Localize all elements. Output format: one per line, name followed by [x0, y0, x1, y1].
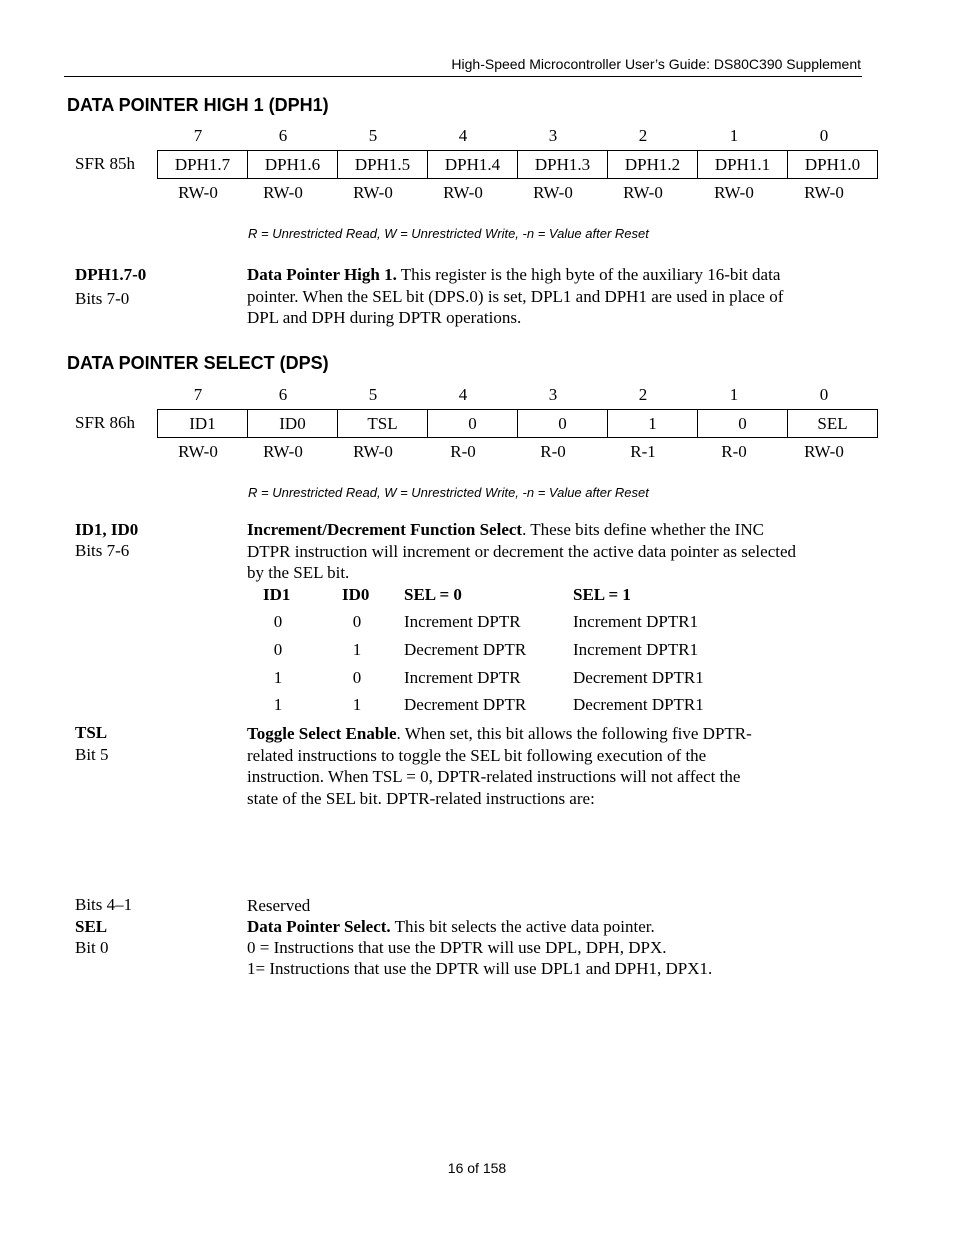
reset-value: RW-0 — [263, 442, 303, 461]
register-bit: DPH1.2 — [608, 151, 698, 179]
reset-value: RW-0 — [533, 183, 573, 202]
field-description — [247, 723, 752, 809]
register-bit: DPH1.3 — [518, 151, 608, 179]
reset-value: RW-0 — [443, 183, 483, 202]
reset-value: RW-0 — [804, 183, 844, 202]
bit-number: 4 — [458, 126, 468, 145]
register-bit: SEL — [788, 410, 878, 438]
desc-line: 0 = Instructions that use the DPTR will use DPL, DPH, DPX. — [247, 938, 667, 957]
table-cell: Increment DPTR1 — [573, 612, 699, 631]
field-name — [75, 917, 107, 937]
table-cell: 1 — [352, 640, 362, 659]
table-cell: Increment DPTR — [404, 612, 521, 631]
reset-value: RW-0 — [178, 442, 218, 461]
register-bit: DPH1.5 — [338, 151, 428, 179]
register-legend: R = Unrestricted Read, W = Unrestricted Write, -n = Value after Reset — [248, 226, 649, 241]
field-name — [75, 520, 138, 540]
register-bit: DPH1.7 — [158, 151, 248, 179]
desc-line: DPL and DPH during DPTR operations. — [247, 308, 522, 327]
page-number: 16 of 158 — [447, 1160, 507, 1176]
table-header: SEL = 1 — [573, 585, 631, 604]
desc-line: by the SEL bit. — [247, 563, 350, 582]
reset-value: RW-0 — [353, 442, 393, 461]
section-title-dps: DATA POINTER SELECT (DPS) — [67, 353, 329, 373]
reset-value: R-0 — [450, 442, 476, 461]
desc-line: related instructions to toggle the SEL bit following execution of the — [247, 745, 707, 765]
desc-line: DTPR instruction will increment or decrement the active data pointer as selected — [247, 541, 797, 561]
bit-number: 1 — [729, 126, 739, 145]
table-cell: 1 — [273, 695, 283, 714]
table-cell: Decrement DPTR1 — [573, 695, 704, 714]
bit-number: 3 — [548, 126, 558, 145]
field-name-text: DPH1.7-0 — [75, 265, 147, 284]
register-bit: TSL — [338, 410, 428, 438]
field-bits: Bits 7-6 — [75, 541, 130, 560]
table-header: ID1 — [263, 585, 291, 604]
table-header: ID0 — [342, 585, 370, 604]
field-bits: Bits 7-0 — [75, 289, 130, 308]
desc-line: This register is the high byte of the auxiliary 16-bit data — [396, 265, 781, 284]
register-bit: 0 — [698, 410, 788, 438]
reset-value: RW-0 — [263, 183, 303, 202]
desc-line: This bit selects the active data pointer. — [390, 917, 655, 936]
table-header: SEL = 0 — [404, 585, 462, 604]
bit-number: 1 — [729, 385, 739, 404]
bit-number: 0 — [819, 126, 829, 145]
bit-number: 7 — [193, 385, 203, 404]
bit-number: 6 — [278, 126, 288, 145]
register-bit: 0 — [428, 410, 518, 438]
register-bit: ID0 — [248, 410, 338, 438]
table-cell: 0 — [273, 640, 283, 659]
table-cell: 1 — [273, 668, 283, 687]
sfr-address: SFR 85h — [75, 154, 135, 173]
desc-line: . When set, this bit allows the following five DPTR- — [396, 724, 752, 743]
reset-value: RW-0 — [623, 183, 663, 202]
reset-value: RW-0 — [353, 183, 393, 202]
register-bit: 0 — [518, 410, 608, 438]
register-bit: DPH1.0 — [788, 151, 878, 179]
field-name-text: TSL — [75, 723, 108, 742]
reset-value: RW-0 — [714, 183, 754, 202]
register-legend: R = Unrestricted Read, W = Unrestricted Write, -n = Value after Reset — [248, 485, 649, 500]
table-cell: Decrement DPTR — [404, 640, 527, 659]
desc-line: 1= Instructions that use the DPTR will use DPL1 and DPH1, DPX1. — [247, 959, 713, 978]
table-cell: 0 — [352, 612, 362, 631]
table-cell: Increment DPTR — [404, 668, 521, 687]
running-header: High-Speed Microcontroller User’s Guide: DS80C390 Supplement — [451, 56, 861, 72]
table-cell: 1 — [352, 695, 362, 714]
bit-number: 2 — [638, 126, 648, 145]
field-heading: Toggle Select Enable — [247, 724, 397, 743]
desc-line: instruction. When TSL = 0, DPTR-related instructions will not affect the — [247, 767, 741, 786]
register-dph1 — [157, 150, 878, 179]
register-bit: DPH1.6 — [248, 151, 338, 179]
register-bit: ID1 — [158, 410, 248, 438]
field-heading: Increment/Decrement Function Select — [247, 520, 523, 539]
bit-number: 2 — [638, 385, 648, 404]
reset-value: RW-0 — [178, 183, 218, 202]
field-description — [247, 916, 712, 979]
register-bit: DPH1.4 — [428, 151, 518, 179]
table-cell: 0 — [273, 612, 283, 631]
register-bit: DPH1.1 — [698, 151, 788, 179]
reset-value: RW-0 — [804, 442, 844, 461]
field-name — [75, 265, 146, 285]
field-name-text: SEL — [75, 917, 108, 936]
register-dps — [157, 409, 878, 438]
bit-number: 0 — [819, 385, 829, 404]
field-description — [247, 519, 796, 584]
reset-value: R-0 — [721, 442, 747, 461]
table-cell: Decrement DPTR1 — [573, 668, 704, 687]
field-description — [247, 264, 783, 329]
table-cell: Decrement DPTR — [404, 695, 527, 714]
bit-number: 4 — [458, 385, 468, 404]
field-heading: Data Pointer Select. — [247, 917, 391, 936]
field-name — [75, 723, 107, 743]
register-bit: 1 — [608, 410, 698, 438]
reset-value: R-0 — [540, 442, 566, 461]
desc-line: . These bits define whether the INC — [522, 520, 764, 539]
bit-number: 3 — [548, 385, 558, 404]
desc-line: state of the SEL bit. DPTR-related instructions are: — [247, 788, 595, 808]
desc-line: pointer. When the SEL bit (DPS.0) is set, DPL1 and DPH1 are used in place of — [247, 286, 784, 306]
field-heading: Data Pointer High 1. — [247, 265, 397, 284]
field-bits: Bit 5 — [75, 745, 109, 764]
reserved-text: Reserved — [247, 896, 311, 915]
table-cell: 0 — [352, 668, 362, 687]
section-title-dph1: DATA POINTER HIGH 1 (DPH1) — [67, 95, 329, 115]
field-bits: Bit 0 — [75, 938, 109, 957]
table-cell: Increment DPTR1 — [573, 640, 699, 659]
sfr-address: SFR 86h — [75, 413, 135, 432]
field-name-text: ID1, ID0 — [75, 520, 139, 539]
header-divider — [64, 76, 862, 77]
field-bits: Bits 4–1 — [75, 895, 133, 914]
bit-number: 7 — [193, 126, 203, 145]
bit-number: 6 — [278, 385, 288, 404]
bit-number: 5 — [368, 126, 378, 145]
bit-number: 5 — [368, 385, 378, 404]
reset-value: R-1 — [630, 442, 656, 461]
